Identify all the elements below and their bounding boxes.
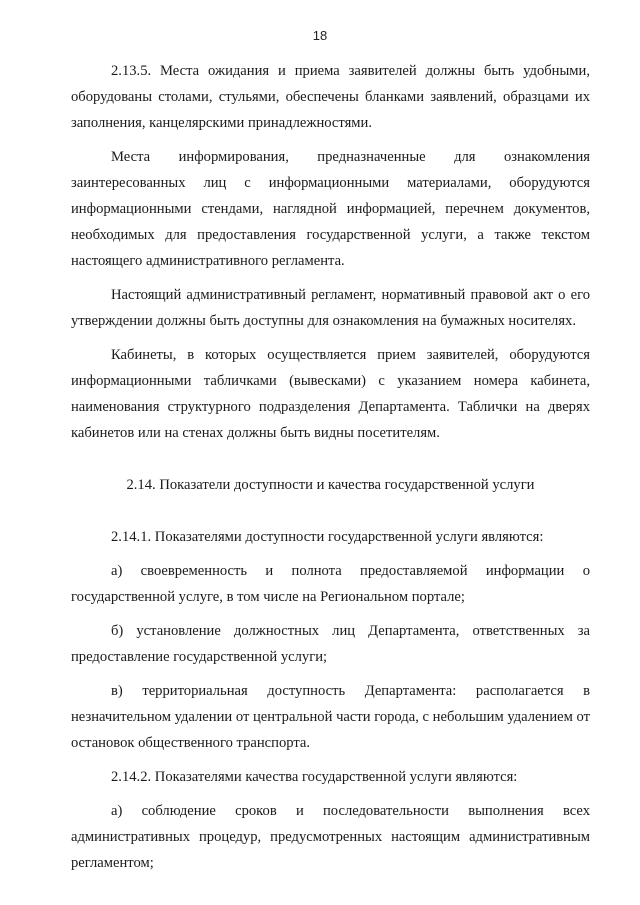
paragraph-2-13-5: 2.13.5. Места ожидания и приема заявителей должны быть удобными, оборудованы столами, стульями, обеспечены бланками заявлений, образцами их заполнения, канцелярскими принадлежностями. [71, 63, 590, 131]
paragraph-offices: Кабинеты, в которых осуществляется прием заявителей, оборудуются информационными табличками (вывесками) с указанием номера кабинета, наименования структурного подразделения Департамента. Таблички на дверях кабинетов или на стенах должны быть видны посетителям. [71, 347, 590, 441]
list-item-a-deadlines: а) соблюдение сроков и последовательности выполнения всех административных процедур, предусмотренных настоящим административным регламентом; [71, 803, 590, 871]
list-item-a-timeliness: а) своевременность и полнота предоставляемой информации о государственной услуге, в том числе на Региональном портале; [71, 563, 590, 605]
page-number: 18 [312, 28, 328, 43]
document-body [71, 58, 590, 876]
paragraph-2-14-1: 2.14.1. Показателями доступности государственной услуги являются: [111, 529, 544, 545]
paragraph-2-14-2: 2.14.2. Показателями качества государственной услуги являются: [111, 769, 518, 785]
list-item-v-territorial: в) территориальная доступность Департамента: располагается в незначительном удалении от центральной части города, с небольшим удалением от остановок общественного транспорта. [71, 683, 590, 751]
paragraph-regulation-availability: Настоящий административный регламент, нормативный правовой акт о его утверждении должны быть доступны для ознакомления на бумажных носителях. [71, 287, 590, 329]
section-heading-2-14: 2.14. Показатели доступности и качества государственной услуги [126, 477, 535, 493]
list-item-b-officials: б) установление должностных лиц Департамента, ответственных за предоставление государственной услуги; [71, 623, 590, 665]
paragraph-information-places: Места информирования, предназначенные для ознакомления заинтересованных лиц с информационными материалами, оборудуются информационными стендами, наглядной информацией, перечнем документов, необходимых для предоставления государственной услуги, а также текстом настоящего административного регламента. [71, 149, 590, 269]
